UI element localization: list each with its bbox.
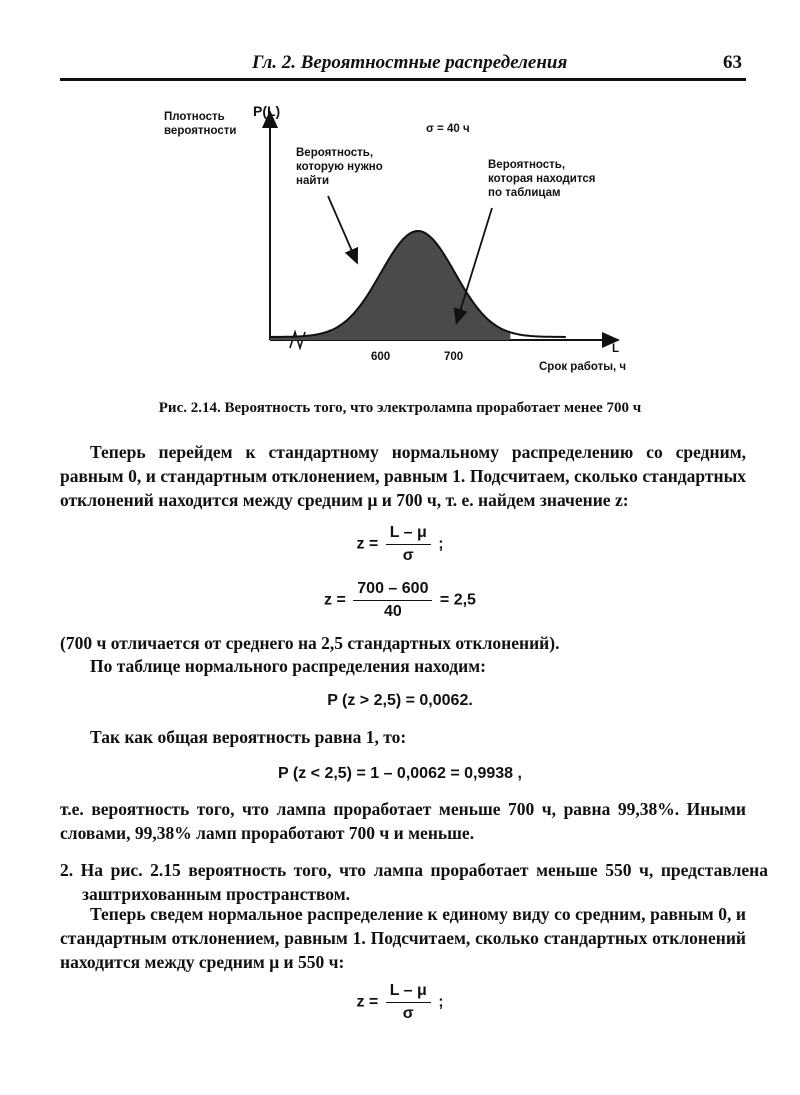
formula-z-definition: z = $\frac{L - \mu}{\sigma}$ ; (356, 524, 444, 564)
running-header (60, 52, 746, 81)
formula-z-700: z = $\frac{700 - 600}{40}$ = 2,5 (324, 580, 476, 620)
x-axis-label: Срок работы, ч (539, 361, 627, 373)
paragraph-2: (700 ч отличается от среднего на 2,5 стандартных отклонений). (60, 633, 560, 653)
paragraph-4: Так как общая вероятность равна 1, то: (90, 727, 407, 747)
paragraph-7: Теперь сведем нормальное распределение к единому виду со средним, равным 0, и стандартным отклонением, равным 1. Подсчитаем, сколько стандартных отклонений находится между средним μ и 550 ч: (60, 904, 746, 972)
annotation-left: Вероятность, которую нужно найти (296, 147, 383, 187)
formula-p-greater: P (z > 2,5) = 0,0062. (327, 692, 473, 709)
fraction: $\frac{L - \mu}{\sigma}$ (386, 982, 431, 1023)
shaded-probability-area (270, 231, 510, 340)
page-number: 63 (723, 52, 742, 73)
formula-z-definition-2: z = $\frac{L - \mu}{\sigma}$ ; (356, 982, 444, 1022)
paragraph-6: 2. На рис. 2.15 вероятность того, что лампа проработает меньше 550 ч, представлена заштрихованным пространством. (60, 860, 768, 904)
density-label: Плотность вероятности (164, 111, 237, 137)
fraction: $\frac{700 - 600}{40}$ (353, 580, 432, 621)
figure-caption: Рис. 2.14. Вероятность того, что электролампа проработает менее 700 ч (158, 400, 642, 416)
right-annotation-arrow (458, 208, 492, 318)
density-plot (150, 100, 650, 390)
annotation-right: Вероятность, которая находится по таблицам (488, 159, 596, 199)
y-axis-label: P(L) (253, 103, 281, 119)
chapter-title: Гл. 2. Вероятностные распределения (252, 52, 568, 73)
paragraph-5: т.е. вероятность того, что лампа проработает меньше 700 ч, равна 99,38%. Иными словами, 99,38% ламп проработают 700 ч и меньше. (60, 799, 746, 843)
x-axis-letter: L (612, 343, 620, 355)
tick-label-700: 700 (444, 351, 464, 363)
sigma-label: σ = 40 ч (426, 123, 470, 135)
fraction: $\frac{L - \mu}{\sigma}$ (386, 524, 431, 565)
figure-normal-distribution (150, 100, 650, 390)
paragraph-1: Теперь перейдем к стандартному нормальному распределению со средним, равным 0, и стандартным отклонением, равным 1. Подсчитаем, сколько стандартных отклонений находится между средним μ и 700 ч, т. е. найдем значение z: (60, 442, 746, 510)
paragraph-3: По таблице нормального распределения находим: (90, 656, 486, 676)
left-annotation-arrow (328, 196, 355, 258)
tick-label-600: 600 (371, 351, 391, 363)
formula-p-less: P (z < 2,5) = 1 – 0,0062 = 0,9938 , (278, 765, 522, 782)
